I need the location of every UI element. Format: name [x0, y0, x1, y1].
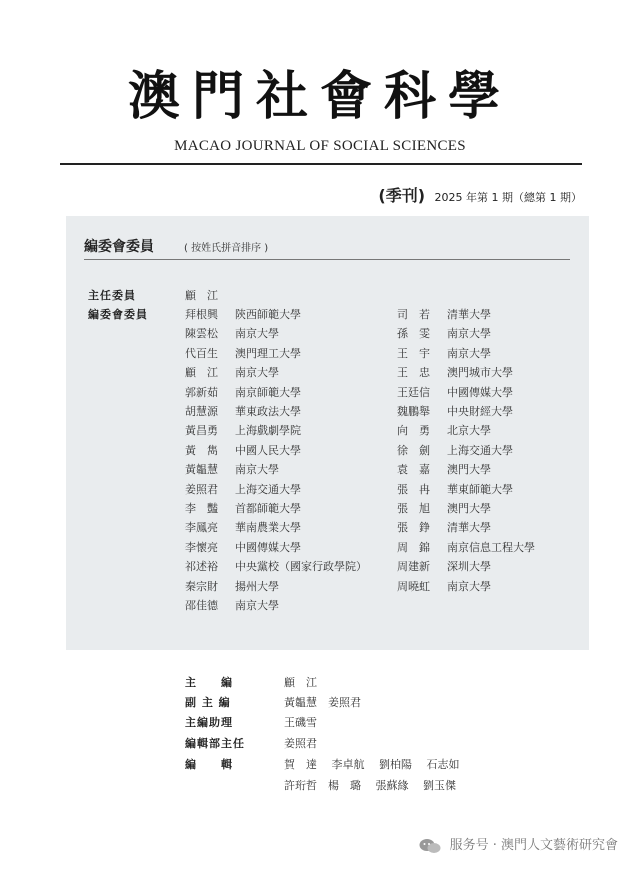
staff-names: 賀 達 李卓航 劉柏陽 石志如 — [284, 758, 460, 771]
board-member — [397, 558, 491, 574]
member-name: 王 忠 — [397, 366, 430, 380]
member-name: 李懷亮 — [185, 540, 218, 554]
board-member — [397, 345, 491, 361]
member-organization: 陝西師範大學 — [235, 308, 301, 321]
member-organization: 澳門大學 — [447, 502, 491, 515]
member-organization: 華東政法大學 — [235, 405, 301, 418]
member-name: 胡慧源 — [185, 405, 218, 418]
member-organization: 清華大學 — [447, 308, 491, 321]
staff-role: 編輯部主任 — [185, 737, 245, 750]
staff-role: 主 編 — [185, 676, 233, 689]
member-name: 陳雲松 — [185, 327, 218, 341]
staff-names: 許珩哲 楊 璐 張蘇緣 劉玉傑 — [284, 779, 456, 792]
board-member — [185, 364, 279, 380]
board-member — [185, 500, 301, 516]
member-name: 秦宗財 — [185, 579, 218, 593]
board-member — [185, 597, 279, 613]
member-name: 周建新 — [397, 560, 430, 574]
board-member — [397, 481, 513, 497]
board-member — [185, 345, 301, 361]
board-member — [397, 384, 513, 400]
board-member — [397, 578, 491, 594]
issue-number: 2025 年第 1 期（總第 1 期） — [434, 191, 582, 204]
board-member — [185, 461, 279, 477]
journal-subtitle: MACAO JOURNAL OF SOCIAL SCIENCES — [174, 138, 466, 154]
header-divider — [60, 163, 582, 165]
member-organization: 深圳大學 — [447, 560, 491, 574]
board-member — [397, 500, 491, 516]
board-member — [397, 461, 491, 477]
member-name: 張 冉 — [397, 482, 430, 496]
member-organization: 南京大學 — [447, 327, 491, 341]
member-organization: 南京師範大學 — [235, 385, 301, 399]
member-name: 姜照君 — [185, 482, 218, 496]
wechat-icon — [419, 838, 441, 854]
member-organization: 清華大學 — [447, 521, 491, 535]
member-organization: 南京大學 — [447, 579, 491, 593]
member-organization: 南京大學 — [235, 599, 279, 612]
board-member — [185, 539, 301, 555]
member-name: 王 宇 — [397, 346, 430, 360]
board-member — [397, 422, 491, 438]
issue-info — [378, 183, 582, 206]
board-member — [397, 519, 491, 535]
member-name: 黃 雋 — [185, 443, 218, 457]
board-member — [397, 325, 491, 341]
board-member — [397, 306, 491, 322]
member-name: 周 錦 — [397, 540, 430, 554]
chair-name: 顧 江 — [185, 289, 218, 302]
staff-names: 顧 江 — [284, 676, 317, 689]
member-organization: 中央財經大學 — [447, 405, 513, 418]
member-name: 袁 嘉 — [397, 463, 430, 477]
member-organization: 中國人民大學 — [235, 443, 301, 457]
board-member — [185, 481, 301, 497]
member-name: 李鳳亮 — [185, 521, 218, 535]
member-organization: 上海交通大學 — [447, 443, 513, 457]
board-member — [185, 306, 301, 322]
board-member — [185, 578, 279, 594]
member-name: 周曉虹 — [397, 579, 430, 593]
member-organization: 北京大學 — [447, 424, 491, 438]
member-name: 祁述裕 — [185, 560, 218, 574]
board-divider — [84, 259, 570, 260]
member-organization: 南京大學 — [235, 366, 279, 380]
member-name: 張 錚 — [397, 521, 430, 535]
board-heading: 編委會委員 — [84, 239, 154, 255]
member-organization: 澳門理工大學 — [235, 346, 301, 360]
journal-title: 澳門社會科學 — [127, 66, 512, 127]
board-member — [185, 325, 279, 341]
member-name: 顧 江 — [185, 366, 218, 380]
member-organization: 南京信息工程大學 — [447, 540, 535, 554]
issue-type: (季刊) — [378, 186, 426, 205]
member-name: 拜根興 — [185, 308, 218, 321]
member-organization: 中國傳媒大學 — [447, 385, 513, 399]
member-name: 李 豔 — [185, 502, 218, 515]
member-organization: 上海交通大學 — [235, 482, 301, 496]
members-label: 編委會委員 — [88, 308, 148, 321]
board-member — [185, 558, 367, 574]
member-organization: 首都師範大學 — [235, 502, 301, 515]
board-member — [185, 442, 301, 458]
staff-names: 姜照君 — [284, 737, 317, 750]
member-name: 司 若 — [397, 308, 430, 321]
member-name: 張 旭 — [397, 502, 430, 515]
board-member — [185, 403, 301, 419]
staff-role: 主編助理 — [185, 716, 233, 729]
board-panel — [66, 216, 589, 650]
board-member — [185, 519, 301, 535]
member-organization: 澳門城市大學 — [447, 366, 513, 380]
watermark-text: 服务号 · 澳門人文藝術研究會 — [449, 838, 618, 853]
member-organization: 南京大學 — [447, 346, 491, 360]
staff-role: 編 輯 — [185, 758, 233, 771]
member-organization: 上海戲劇學院 — [235, 424, 301, 438]
member-name: 孫 雯 — [397, 327, 430, 341]
chair-label: 主任委員 — [88, 289, 136, 302]
staff-role: 副 主 編 — [185, 696, 231, 709]
board-note: ( 按姓氏拼音排序 ) — [184, 243, 269, 254]
member-name: 魏鵬舉 — [397, 405, 430, 418]
member-name: 代百生 — [185, 346, 218, 360]
board-member — [185, 422, 301, 438]
member-name: 向 勇 — [397, 424, 430, 438]
board-member — [397, 364, 513, 380]
member-name: 邵佳德 — [185, 599, 218, 612]
watermark — [419, 834, 618, 854]
member-name: 王廷信 — [397, 385, 430, 399]
member-name: 黃昌勇 — [185, 424, 218, 438]
member-organization: 揚州大學 — [235, 579, 279, 593]
member-name: 郭新茹 — [185, 385, 218, 399]
member-organization: 華東師範大學 — [447, 482, 513, 496]
board-member — [185, 384, 301, 400]
board-member — [397, 539, 535, 555]
staff-names: 黃韞慧 姜照君 — [284, 696, 361, 709]
member-organization: 中央黨校（國家行政學院） — [235, 560, 367, 574]
member-name: 徐 劍 — [397, 443, 430, 457]
member-organization: 中國傳媒大學 — [235, 540, 301, 554]
member-name: 黃韞慧 — [185, 463, 218, 477]
board-member — [397, 403, 513, 419]
member-organization: 南京大學 — [235, 327, 279, 341]
board-member — [397, 442, 513, 458]
member-organization: 華南農業大學 — [235, 521, 301, 535]
member-organization: 南京大學 — [235, 463, 279, 477]
member-organization: 澳門大學 — [447, 463, 491, 477]
staff-names: 王磯雪 — [284, 716, 317, 729]
